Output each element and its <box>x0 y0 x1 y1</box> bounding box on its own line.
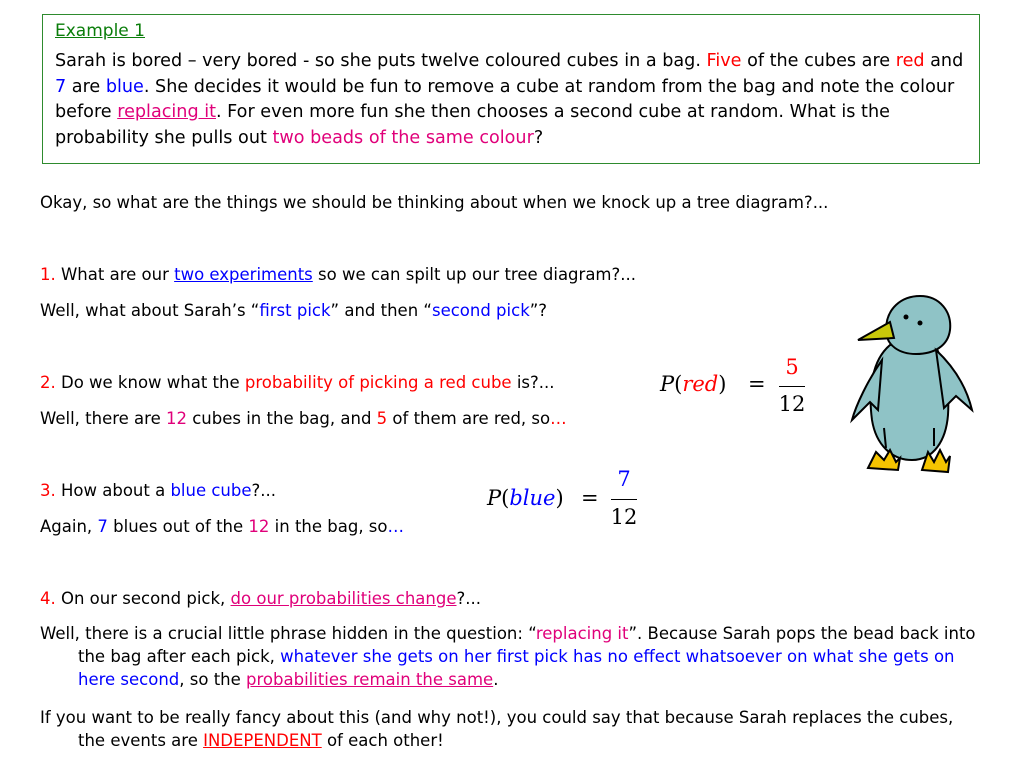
example-text-3: and <box>924 51 964 71</box>
q1-second-pick: second pick <box>431 301 530 320</box>
example-text <box>55 49 967 151</box>
q4-text-a: On our second pick, <box>55 589 231 608</box>
formula-blue-equals: = <box>581 486 599 510</box>
fancy-paragraph <box>40 706 980 752</box>
example-same-colour: two beads of the same colour <box>272 127 534 148</box>
q1-answer-2: ” and then “ <box>330 301 432 320</box>
fancy-text-b: of each other! <box>321 731 444 750</box>
example-text-1: Sarah is bored – very bored - so she puts twelve coloured cubes in a bag. <box>55 51 707 71</box>
q1-highlight: two experiments <box>174 265 313 284</box>
q4-number: 4. <box>40 589 56 608</box>
formula-blue-numerator: 7 <box>617 467 631 491</box>
formula-red-word: red <box>682 372 719 396</box>
q1-answer-1: Well, what about Sarah’s “ <box>40 301 260 320</box>
q2-answer-2: cubes in the bag, and <box>186 409 377 428</box>
q3-highlight: blue cube <box>170 481 252 500</box>
example-red: red <box>895 51 925 71</box>
example-box <box>42 14 980 164</box>
penguin-eye-right <box>918 321 923 326</box>
q3-seven: 7 <box>97 517 108 536</box>
formula-red-numerator: 5 <box>785 355 799 379</box>
q3-answer-3: in the bag, so <box>269 517 388 536</box>
q3-answer-1: Again, <box>40 517 98 536</box>
q2-twelve: 12 <box>165 409 187 428</box>
q1-text-b: so we can spilt up our tree diagram?... <box>312 265 636 284</box>
formula-red-lhs: P(red) <box>660 372 727 396</box>
example-title: Example 1 <box>55 21 145 41</box>
q3-ellipsis: … <box>387 517 405 536</box>
q4-text-b: ?... <box>456 589 481 608</box>
q2-ellipsis: … <box>550 409 567 428</box>
formula-blue-denominator: 12 <box>610 505 638 529</box>
intro-text: Okay, so what are the things we should be thinking about when we knock up a tree diagram?... <box>40 193 829 212</box>
fancy-text-a: If you want to be really fancy about this (and why not!), you could say that because Sarah replaces the cubes, the events are <box>40 708 954 750</box>
q2-answer <box>40 407 567 430</box>
q2-question <box>40 371 555 394</box>
q1-answer <box>40 299 547 322</box>
q3-answer <box>40 515 404 538</box>
example-text-6: . For even more fun she then chooses a second cube at random. What is the probability she pulls out <box>55 102 890 148</box>
q1-first-pick: first pick <box>259 301 331 320</box>
example-text-2: of the cubes are <box>741 51 896 71</box>
q2-answer-1: Well, there are <box>40 409 166 428</box>
q3-answer-2: blues out of the <box>107 517 249 536</box>
formula-blue-fraction-bar <box>611 499 637 500</box>
formula-blue-word: blue <box>509 486 556 510</box>
q1-number: 1. <box>40 265 56 284</box>
formula-blue-lhs: P(blue) <box>487 486 564 510</box>
q1-answer-3: ”? <box>529 301 548 320</box>
q2-text-a: Do we know what the <box>55 373 245 392</box>
q2-five: 5 <box>376 409 388 428</box>
q3-number: 3. <box>40 481 56 500</box>
q4-highlight: do our probabilities change <box>230 589 457 608</box>
q2-answer-3: of them are red, so <box>387 409 551 428</box>
q1-text-a: What are our <box>55 265 175 284</box>
example-blue: blue <box>105 76 144 97</box>
q3-text-b: ?... <box>251 481 277 500</box>
fancy-independent: INDEPENDENT <box>203 731 322 750</box>
example-replacing: replacing it <box>117 102 216 122</box>
q2-number: 2. <box>40 373 56 392</box>
example-five: Five <box>706 51 742 71</box>
q1-question <box>40 263 636 286</box>
q4-answer-1: Well, there is a crucial little phrase hidden in the question: “ <box>40 624 536 643</box>
example-text-5: . She decides it would be fun to remove a cube at random from the bag and note the colour before <box>55 76 955 122</box>
q4-replacing: replacing it <box>535 624 629 643</box>
q4-question <box>40 587 481 610</box>
q4-answer-2: ”. Because Sarah pops the bead back into the bag after each pick, <box>78 624 976 666</box>
q4-answer <box>40 622 980 691</box>
penguin-illustration <box>842 290 982 485</box>
q4-answer-3: , so the <box>179 670 247 689</box>
example-text-7: ? <box>533 127 544 148</box>
penguin-eye-left <box>904 315 909 320</box>
q3-text-a: How about a <box>55 481 171 500</box>
q4-answer-4: . <box>493 670 499 689</box>
q3-twelve: 12 <box>248 517 270 536</box>
q4-remain-same: probabilities remain the same <box>246 670 494 689</box>
formula-red-denominator: 12 <box>778 392 806 416</box>
example-text-4: are <box>66 76 106 97</box>
formula-red-fraction-bar <box>779 386 805 387</box>
penguin-head <box>886 296 950 354</box>
q2-highlight: probability of picking a red cube <box>244 373 512 392</box>
q2-text-b: is?... <box>511 373 555 392</box>
q4-no-effect: whatever she gets on her first pick has no effect whatsoever on what she gets on here second <box>78 647 955 689</box>
example-seven: 7 <box>55 76 67 97</box>
penguin-beak <box>858 322 894 340</box>
formula-red-equals: = <box>748 372 766 396</box>
q3-question <box>40 479 276 502</box>
